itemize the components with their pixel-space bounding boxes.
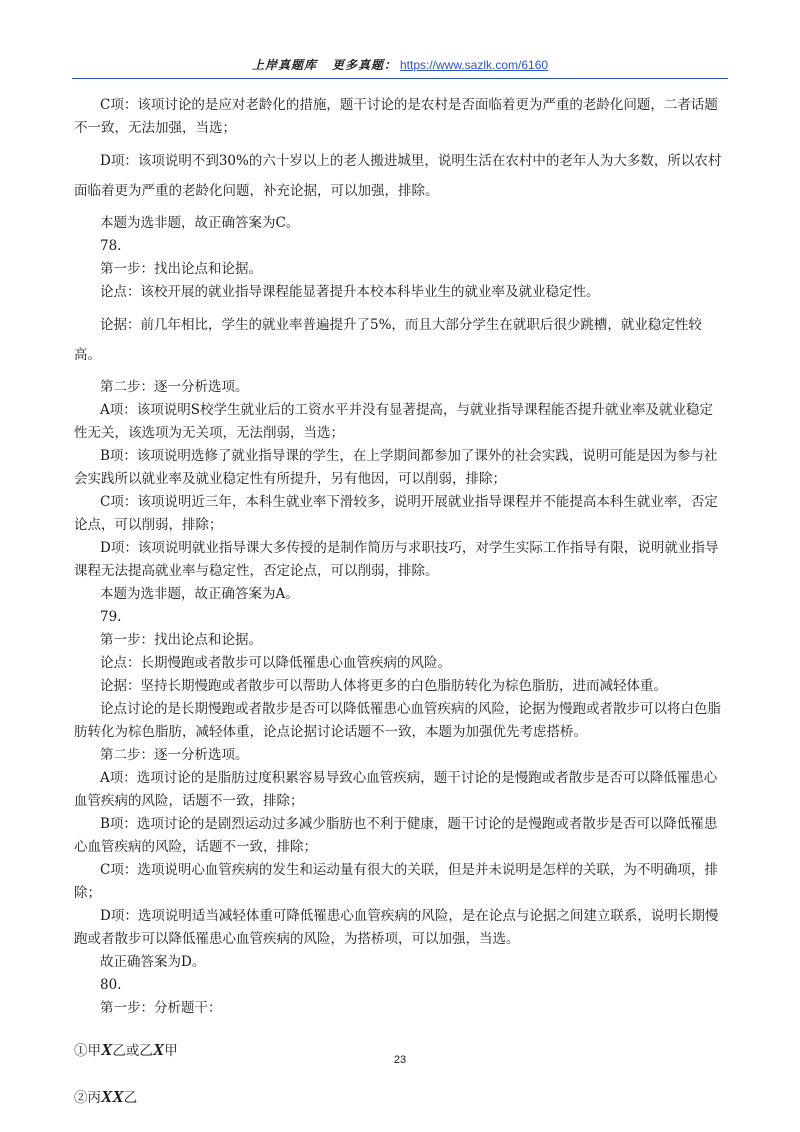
paragraph: A项：选项讨论的是脂肪过度积累容易导致心血管疾病，题干讨论的是慢跑或者散步是否可以降低罹患心血管疾病的风险，话题不一致，排除； — [74, 770, 718, 809]
paragraph: C项：该项讨论的是应对老龄化的措施，题干讨论的是农村是否面临着更为严重的老龄化问题，二者话题不一致，无法加强，当选； — [74, 97, 718, 136]
page-header — [0, 56, 800, 73]
paragraph: 第一步：找出论点和论据。 — [100, 261, 262, 277]
question-number: 79. — [100, 609, 122, 625]
page-number: 23 — [393, 1054, 407, 1066]
paragraph: 第一步：分析题干： — [100, 1000, 222, 1016]
paragraph: 论据：坚持长期慢跑或者散步可以帮助人体将更多的白色脂肪转化为棕色脂肪，进而减轻体重。 — [100, 678, 667, 694]
paragraph: 故正确答案为D。 — [100, 954, 206, 970]
header-url-link[interactable]: https://www.sazlk.com/6160 — [399, 58, 549, 72]
page-content — [74, 94, 726, 1110]
paragraph: D项：该项说明就业指导课大多传授的是制作简历与求职技巧，对学生实际工作指导有限，说明就业指导课程无法提高就业率与稳定性，否定论点，可以削弱，排除。 — [74, 540, 719, 579]
formula-2-x: XX — [101, 1087, 124, 1106]
more-label: 更多真题： — [331, 58, 397, 72]
paragraph: B项：选项讨论的是剧烈运动过多减少脂肪也不利于健康，题干讨论的是慢跑或者散步是否可以降低罹患心血管疾病的风险，话题不一致，排除； — [74, 816, 718, 855]
paragraph: 论点：该校开展的就业指导课程能显著提升本校本科毕业生的就业率及就业稳定性。 — [100, 284, 600, 300]
formula-1-x2: X — [152, 1040, 165, 1059]
paragraph: D项：选项说明适当减轻体重可降低罹患心血管疾病的风险，是在论点与论据之间建立联系，说明长期慢跑或者散步可以降低罹患心血管疾病的风险，为搭桥项，可以加强，当选。 — [74, 908, 719, 947]
paragraph: C项：选项说明心血管疾病的发生和运动量有很大的关联，但是并未说明是怎样的关联，为不明确项，排除； — [74, 862, 718, 901]
paragraph: D项：该项说明不到30%的六十岁以上的老人搬进城里，说明生活在农村中的老年人为大多数，所以农村面临着更为严重的老龄化问题，补充论据，可以加强，排除。 — [74, 153, 722, 199]
formula-1-x1: X — [101, 1040, 113, 1059]
paragraph: 论点讨论的是长期慢跑或者散步是否可以降低罹患心血管疾病的风险，论据为慢跑或者散步可以将白色脂肪转化为棕色脂肪，减轻体重，论点论据讨论话题不一致，本题为加强优先考虑搭桥。 — [74, 701, 721, 740]
paragraph: 论据：前几年相比，学生的就业率普遍提升了5%，而且大部分学生在就职后很少跳槽，就业稳定性较高。 — [74, 317, 702, 363]
paragraph: 第一步：找出论点和论据。 — [100, 632, 262, 648]
paragraph: 本题为选非题，故正确答案为A。 — [100, 586, 299, 602]
formula-2 — [74, 1085, 726, 1110]
question-number: 80. — [100, 977, 122, 993]
formula-1-mid: 乙或乙 — [112, 1043, 153, 1059]
paragraph: 论点：长期慢跑或者散步可以降低罹患心血管疾病的风险。 — [100, 655, 451, 671]
formula-1-suffix: 甲 — [164, 1043, 178, 1059]
header-rule — [72, 78, 728, 79]
formula-2-prefix: ②丙 — [74, 1090, 101, 1106]
paragraph: 第二步：逐一分析选项。 — [100, 747, 249, 763]
paragraph: B项：该项说明选修了就业指导课的学生，在上学期间都参加了课外的社会实践，说明可能是因为参与社会实践所以就业率及就业稳定性有所提升，另有他因，可以削弱，排除； — [74, 448, 718, 487]
formula-2-suffix: 乙 — [123, 1090, 138, 1106]
paragraph: 本题为选非题，故正确答案为C。 — [100, 215, 300, 231]
paragraph: 第二步：逐一分析选项。 — [100, 379, 249, 395]
question-number: 78. — [100, 238, 122, 254]
site-name: 上岸真题库 — [251, 58, 317, 72]
paragraph: C项：该项说明近三年，本科生就业率下滑较多，说明开展就业指导课程并不能提高本科生就业率，否定论点，可以削弱，排除； — [74, 494, 718, 533]
formula-1-prefix: ①甲 — [74, 1043, 101, 1059]
paragraph: A项：该项说明S校学生就业后的工资水平并没有显著提高，与就业指导课程能否提升就业率及就业稳定性无关，该选项为无关项，无法削弱，当选； — [74, 402, 713, 441]
